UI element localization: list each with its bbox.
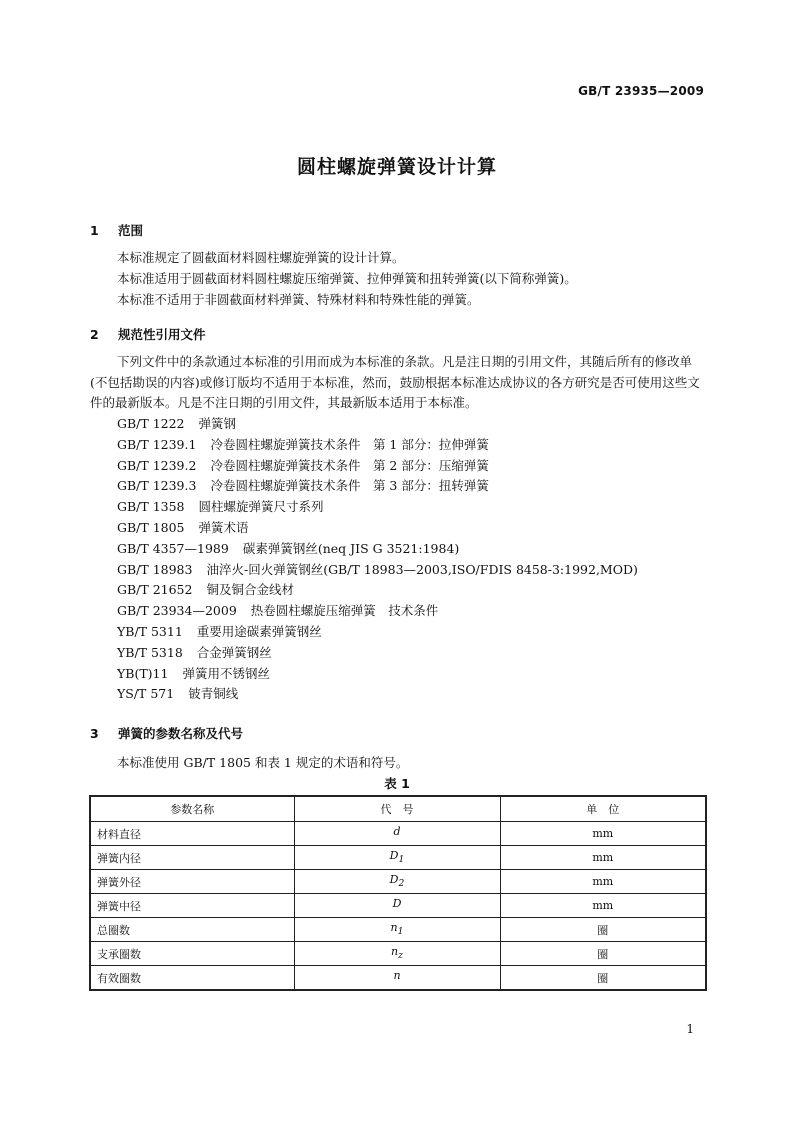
parameter-name-cell: 弹簧外径 <box>90 870 294 894</box>
section-number: 3 <box>90 726 99 741</box>
reference-item <box>117 456 638 477</box>
reference-code: YB/T 5318 <box>117 644 183 660</box>
reference-item <box>117 414 638 435</box>
unit-cell: mm <box>500 822 706 846</box>
reference-title: 弹簧术语 <box>198 519 249 535</box>
symbol: n <box>391 945 399 959</box>
symbol-cell <box>294 942 500 966</box>
reference-item <box>117 435 638 456</box>
unit-cell: 圈 <box>500 966 706 991</box>
column-header-symbol: 代 号 <box>294 796 500 822</box>
column-header-parameter-name: 参数名称 <box>90 796 294 822</box>
reference-title: 冷卷圆柱螺旋弹簧技术条件 第 2 部分：压缩弹簧 <box>210 457 489 473</box>
reference-code: YB(T)11 <box>117 665 169 681</box>
reference-item <box>117 622 638 643</box>
unit-cell: mm <box>500 846 706 870</box>
reference-code: GB/T 1239.2 <box>117 457 197 473</box>
reference-title: 弹簧用不锈钢丝 <box>182 665 270 681</box>
symbol-cell <box>294 918 500 942</box>
page-number: 1 <box>686 1022 694 1036</box>
unit-cell: mm <box>500 870 706 894</box>
reference-code: GB/T 1239.1 <box>117 436 197 452</box>
scope-line-3: 本标准不适用于非圆截面材料弹簧、特殊材料和特殊性能的弹簧。 <box>117 292 480 307</box>
section-number: 2 <box>90 327 99 342</box>
reference-item <box>117 497 638 518</box>
symbol-subscript: 1 <box>397 926 404 938</box>
reference-title: 重要用途碳素弹簧钢丝 <box>196 623 322 639</box>
reference-code: GB/T 18983 <box>117 561 193 577</box>
normative-references-list <box>117 414 638 705</box>
symbol-subscript: z <box>398 950 403 962</box>
parameter-name-cell: 总圈数 <box>90 918 294 942</box>
reference-code: GB/T 1358 <box>117 499 185 515</box>
reference-code: YB/T 5311 <box>117 623 183 639</box>
symbol: D <box>389 849 399 863</box>
symbol-cell <box>294 966 500 991</box>
reference-title: 油淬火-回火弹簧钢丝(GB/T 18983—2003,ISO/FDIS 8458-3:1992,MOD) <box>206 561 638 577</box>
column-header-unit: 单 位 <box>500 796 706 822</box>
table-header-row <box>90 796 706 822</box>
unit-cell: mm <box>500 894 706 918</box>
scope-line-1: 本标准规定了圆截面材料圆柱螺旋弹簧的设计计算。 <box>117 250 405 265</box>
reference-code: GB/T 1239.3 <box>117 478 197 494</box>
reference-code: GB/T 21652 <box>117 582 193 598</box>
reference-item <box>117 664 638 685</box>
table-row <box>90 918 706 942</box>
reference-item <box>117 560 638 581</box>
section-1-heading <box>90 221 143 239</box>
symbol-cell <box>294 822 500 846</box>
table-caption: 表 1 <box>384 776 410 791</box>
reference-code: GB/T 1805 <box>117 519 185 535</box>
table-row <box>90 870 706 894</box>
section-3-heading <box>90 724 243 742</box>
reference-title: 弹簧钢 <box>198 416 237 431</box>
table-row <box>90 846 706 870</box>
reference-item <box>117 518 638 539</box>
reference-title: 冷卷圆柱螺旋弹簧技术条件 第 3 部分：扭转弹簧 <box>210 478 489 494</box>
document-title: 圆柱螺旋弹簧设计计算 <box>296 156 497 178</box>
section-title: 范围 <box>118 223 144 238</box>
table-row <box>90 966 706 991</box>
reference-item <box>117 476 638 497</box>
reference-title: 碳素弹簧钢丝(neq JIS G 3521:1984) <box>242 540 460 556</box>
reference-title: 冷卷圆柱螺旋弹簧技术条件 第 1 部分：拉伸弹簧 <box>210 436 489 452</box>
symbol-cell <box>294 870 500 894</box>
symbol-subscript: 1 <box>398 854 405 866</box>
parameter-table <box>89 795 707 991</box>
reference-item <box>117 684 638 705</box>
section-number: 1 <box>90 223 99 238</box>
unit-cell: 圈 <box>500 942 706 966</box>
parameter-name-cell: 有效圈数 <box>90 966 294 991</box>
reference-title: 热卷圆柱螺旋压缩弹簧 技术条件 <box>250 603 439 619</box>
section-title: 弹簧的参数名称及代号 <box>118 726 244 741</box>
symbol-cell <box>294 894 500 918</box>
reference-code: GB/T 4357—1989 <box>117 540 229 556</box>
symbol: D <box>392 897 402 911</box>
parameter-name-cell: 材料直径 <box>90 822 294 846</box>
symbol: n <box>393 969 401 983</box>
reference-item <box>117 580 638 601</box>
standard-code: GB/T 23935—2009 <box>578 84 704 98</box>
parameter-name-cell: 支承圈数 <box>90 942 294 966</box>
reference-item <box>117 539 638 560</box>
reference-title: 合金弹簧钢丝 <box>196 644 272 660</box>
table-row <box>90 894 706 918</box>
section-2-heading <box>90 325 206 343</box>
symbol: D <box>389 873 399 887</box>
reference-item <box>117 643 638 664</box>
reference-title: 铜及铜合金线材 <box>206 582 294 598</box>
symbol: d <box>393 825 401 839</box>
reference-code: YS/T 571 <box>117 686 175 702</box>
parameter-name-cell: 弹簧中径 <box>90 894 294 918</box>
symbol: n <box>390 921 398 935</box>
symbol-subscript: 2 <box>398 878 405 890</box>
table-row <box>90 822 706 846</box>
reference-title: 圆柱螺旋弹簧尺寸系列 <box>198 499 324 515</box>
symbol-cell <box>294 846 500 870</box>
reference-code: GB/T 23934—2009 <box>117 603 237 619</box>
unit-cell: 圈 <box>500 918 706 942</box>
section-title: 规范性引用文件 <box>118 327 206 342</box>
reference-item <box>117 601 638 622</box>
reference-code: GB/T 1222 <box>117 416 185 431</box>
references-intro-paragraph: 下列文件中的条款通过本标准的引用而成为本标准的条款。凡是注日期的引用文件，其随后所有的修改单(不包括勘误的内容)或修订版均不适用于本标准，然而，鼓励根据本标准达成协议的各方研究是否可使用这些文件的最新版本。凡是不注日期的引用文件，其最新版本适用于本标准。 <box>90 354 700 410</box>
parameter-name-cell: 弹簧内径 <box>90 846 294 870</box>
table-row <box>90 942 706 966</box>
reference-title: 铍青铜线 <box>188 686 239 702</box>
section-3-intro: 本标准使用 GB/T 1805 和表 1 规定的术语和符号。 <box>117 755 409 770</box>
scope-line-2: 本标准适用于圆截面材料圆柱螺旋压缩弹簧、拉伸弹簧和扭转弹簧(以下简称弹簧)。 <box>117 271 577 286</box>
